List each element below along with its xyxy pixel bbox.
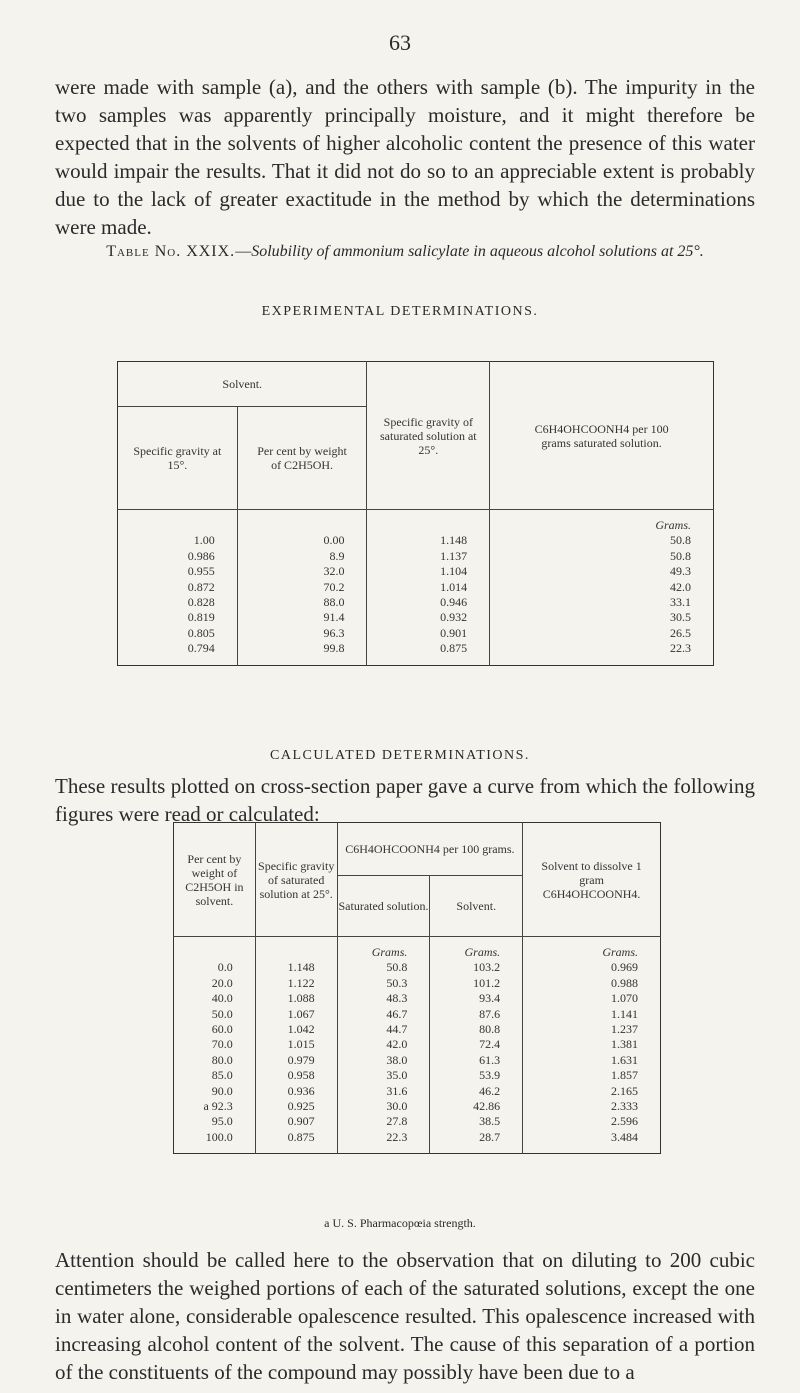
table-cell: 1.088	[255, 991, 337, 1006]
table-cell: 33.1	[490, 595, 714, 610]
units-grams: Grams.	[490, 510, 714, 534]
table-cell: 30.0	[337, 1099, 430, 1114]
table-row	[118, 580, 714, 595]
table-cell: 48.3	[337, 991, 430, 1006]
table-cell: 50.8	[490, 549, 714, 564]
table-cell: 0.0	[217, 960, 233, 975]
table-cell: 31.6	[337, 1084, 430, 1099]
header-percent-weight: Per cent by weight of C2H5OH.	[237, 407, 367, 510]
table-cell: 27.8	[337, 1114, 430, 1129]
header-solvent-to-dissolve: Solvent to dissolve 1 gram C6H4OHCOONH4.	[523, 823, 661, 937]
table-row	[118, 549, 714, 564]
table-cell: 50.8	[337, 960, 430, 975]
table-row	[174, 991, 661, 1006]
table-row	[174, 1022, 661, 1037]
table-cell: 0.875	[367, 641, 490, 656]
table-cell: 72.4	[430, 1037, 523, 1052]
table-cell: 70.0	[211, 1037, 233, 1052]
table-cell: 0.875	[255, 1130, 337, 1145]
table-cell: 101.2	[430, 976, 523, 991]
table-cell: 1.122	[255, 976, 337, 991]
table-cell: 2.165	[523, 1084, 661, 1099]
calculated-table-body	[174, 960, 661, 1145]
table-cell: 96.3	[237, 626, 367, 641]
units-grams-saturated: Grams.	[337, 937, 430, 961]
table-cell: 103.2	[430, 960, 523, 975]
table-cell: 0.932	[367, 610, 490, 625]
caption-dash: —	[235, 243, 252, 260]
header-percent-weight-solvent: Per cent by weight of C2H5OH in solvent.	[174, 823, 256, 937]
table-cell: 2.333	[523, 1099, 661, 1114]
table-cell: 1.137	[367, 549, 490, 564]
units-grams-solvent: Grams.	[430, 937, 523, 961]
table-row	[118, 641, 714, 656]
table-row	[174, 1037, 661, 1052]
table-cell: 42.0	[337, 1037, 430, 1052]
table-cell: 91.4	[237, 610, 367, 625]
table-cell: 88.0	[237, 595, 367, 610]
table-cell: 70.2	[237, 580, 367, 595]
table-row	[118, 564, 714, 579]
table-cell: 50.0	[211, 1006, 233, 1021]
table-cell: 60.0	[211, 1022, 233, 1037]
table-cell: 0.986	[187, 548, 215, 563]
table-row	[118, 610, 714, 625]
table-cell: 50.3	[337, 976, 430, 991]
header-solvent: Solvent.	[118, 362, 367, 407]
table-cell: 1.237	[523, 1022, 661, 1037]
table-cell: 0.979	[255, 1053, 337, 1068]
table-cell: 1.00	[193, 533, 215, 548]
table-cell: 80.8	[430, 1022, 523, 1037]
table-cell: 1.067	[255, 1007, 337, 1022]
table-row	[174, 1053, 661, 1068]
table-cell: 0.901	[367, 626, 490, 641]
paragraph-intro: were made with sample (a), and the others with sample (b). The impurity in the two samples was apparently principally moisture, and it might therefore be expected that in the solvents of higher alcoholic content the presence of this water would impair the results. That it did not do so to an appreciable extent is probably due to the lack of greater exactitude in the method by which the determinations were made.	[55, 75, 755, 239]
table-cell: 1.042	[255, 1022, 337, 1037]
table-cell: 42.0	[490, 580, 714, 595]
table-row	[174, 1130, 661, 1145]
table-row	[174, 1099, 661, 1114]
table-row	[174, 1007, 661, 1022]
table-row	[174, 960, 661, 975]
table-cell: 1.631	[523, 1053, 661, 1068]
table-cell: 0.819	[187, 610, 215, 625]
table-cell: 38.5	[430, 1114, 523, 1129]
table-cell: 1.070	[523, 991, 661, 1006]
table-cell: 50.8	[490, 533, 714, 548]
experimental-table-body	[118, 533, 714, 656]
header-specific-gravity-25: Specific gravity of saturated solution at 25°.	[367, 362, 490, 510]
page-number: 63	[389, 30, 411, 55]
table-cell: 1.857	[523, 1068, 661, 1083]
table-cell: 32.0	[237, 564, 367, 579]
table-cell: 53.9	[430, 1068, 523, 1083]
paragraph-opalescence: Attention should be called here to the observation that on diluting to 200 cubic centimeters the weighed portions of each of the saturated solutions, except the one in water alone, considerable opalescence resulted. This opalescence increased with increasing alcohol content of the solvent. The cause of this separation of a portion of the constituents of the compound may possibly have been due to a	[55, 1248, 755, 1384]
table-cell: 46.2	[430, 1084, 523, 1099]
table-cell: 85.0	[211, 1068, 233, 1083]
table-cell: 38.0	[337, 1053, 430, 1068]
table-cell: 8.9	[237, 549, 367, 564]
header-salicylate-per-100: C6H4OHCOONH4 per 100 grams saturated solution.	[490, 362, 714, 510]
calculated-table	[173, 822, 661, 1154]
table-cell: 35.0	[337, 1068, 430, 1083]
table-row	[174, 1068, 661, 1083]
table-cell: 1.148	[367, 533, 490, 548]
table-cell: 0.828	[187, 595, 215, 610]
table-cell: 0.955	[187, 564, 215, 579]
table-caption	[55, 241, 755, 263]
table-cell: 0.946	[367, 595, 490, 610]
header-saturated-solution: Saturated solution.	[337, 876, 430, 937]
table-cell: 0.805	[187, 625, 215, 640]
table-cell: 80.0	[211, 1052, 233, 1067]
table-cell: 30.5	[490, 610, 714, 625]
table-cell: 1.015	[255, 1037, 337, 1052]
table-cell: 0.907	[255, 1114, 337, 1129]
table-cell: 99.8	[237, 641, 367, 656]
table-cell: 49.3	[490, 564, 714, 579]
table-cell: 20.0	[211, 975, 233, 990]
table-row	[118, 533, 714, 548]
table-cell: 0.958	[255, 1068, 337, 1083]
header-specific-gravity-15: Specific gravity at 15°.	[118, 407, 238, 510]
table-cell: 87.6	[430, 1007, 523, 1022]
table-cell: 1.381	[523, 1037, 661, 1052]
table-cell: 0.872	[187, 579, 215, 594]
table-cell: a 92.3	[203, 1099, 233, 1114]
header-salicylate-per-100-grams: C6H4OHCOONH4 per 100 grams.	[337, 823, 523, 876]
calculated-heading: CALCULATED DETERMINATIONS.	[270, 748, 530, 763]
table-cell: 44.7	[337, 1022, 430, 1037]
table-cell: 42.86	[430, 1099, 523, 1114]
table-cell: 1.104	[367, 564, 490, 579]
table-row	[174, 1084, 661, 1099]
table-cell: 0.00	[237, 533, 367, 548]
table-row	[174, 1114, 661, 1129]
header-specific-gravity: Specific gravity of saturated solution at 25°.	[255, 823, 337, 937]
table-cell: 2.596	[523, 1114, 661, 1129]
table-cell: 26.5	[490, 626, 714, 641]
table-cell: 1.141	[523, 1007, 661, 1022]
table-number: Table No. XXIX.	[106, 243, 236, 260]
table-cell: 90.0	[211, 1083, 233, 1098]
experimental-heading: EXPERIMENTAL DETERMINATIONS.	[261, 304, 539, 319]
units-grams-dissolve: Grams.	[523, 937, 661, 961]
table-cell: 0.969	[523, 960, 661, 975]
table-cell: 1.014	[367, 580, 490, 595]
table-cell: 46.7	[337, 1007, 430, 1022]
table-cell: 3.484	[523, 1130, 661, 1145]
paragraph-results: These results plotted on cross-section paper gave a curve from which the following figures were read or calculated:	[55, 774, 755, 826]
table-row	[174, 976, 661, 991]
table-cell: 22.3	[490, 641, 714, 656]
table-cell: 61.3	[430, 1053, 523, 1068]
table-cell: 1.148	[255, 960, 337, 975]
table-cell: 40.0	[211, 991, 233, 1006]
table-cell: 0.936	[255, 1084, 337, 1099]
table-cell: 28.7	[430, 1130, 523, 1145]
table-cell: 93.4	[430, 991, 523, 1006]
table-row	[118, 626, 714, 641]
footnote: a U. S. Pharmacopœia strength.	[324, 1216, 476, 1230]
table-row	[118, 595, 714, 610]
table-cell: 100.0	[205, 1129, 233, 1144]
table-cell: 0.925	[255, 1099, 337, 1114]
table-cell: 22.3	[337, 1130, 430, 1145]
header-solvent: Solvent.	[430, 876, 523, 937]
experimental-table	[117, 361, 714, 666]
table-cell: 0.794	[187, 641, 215, 656]
table-cell: 95.0	[211, 1114, 233, 1129]
table-title: Solubility of ammonium salicylate in aqueous alcohol solutions at 25°.	[251, 243, 704, 260]
table-cell: 0.988	[523, 976, 661, 991]
